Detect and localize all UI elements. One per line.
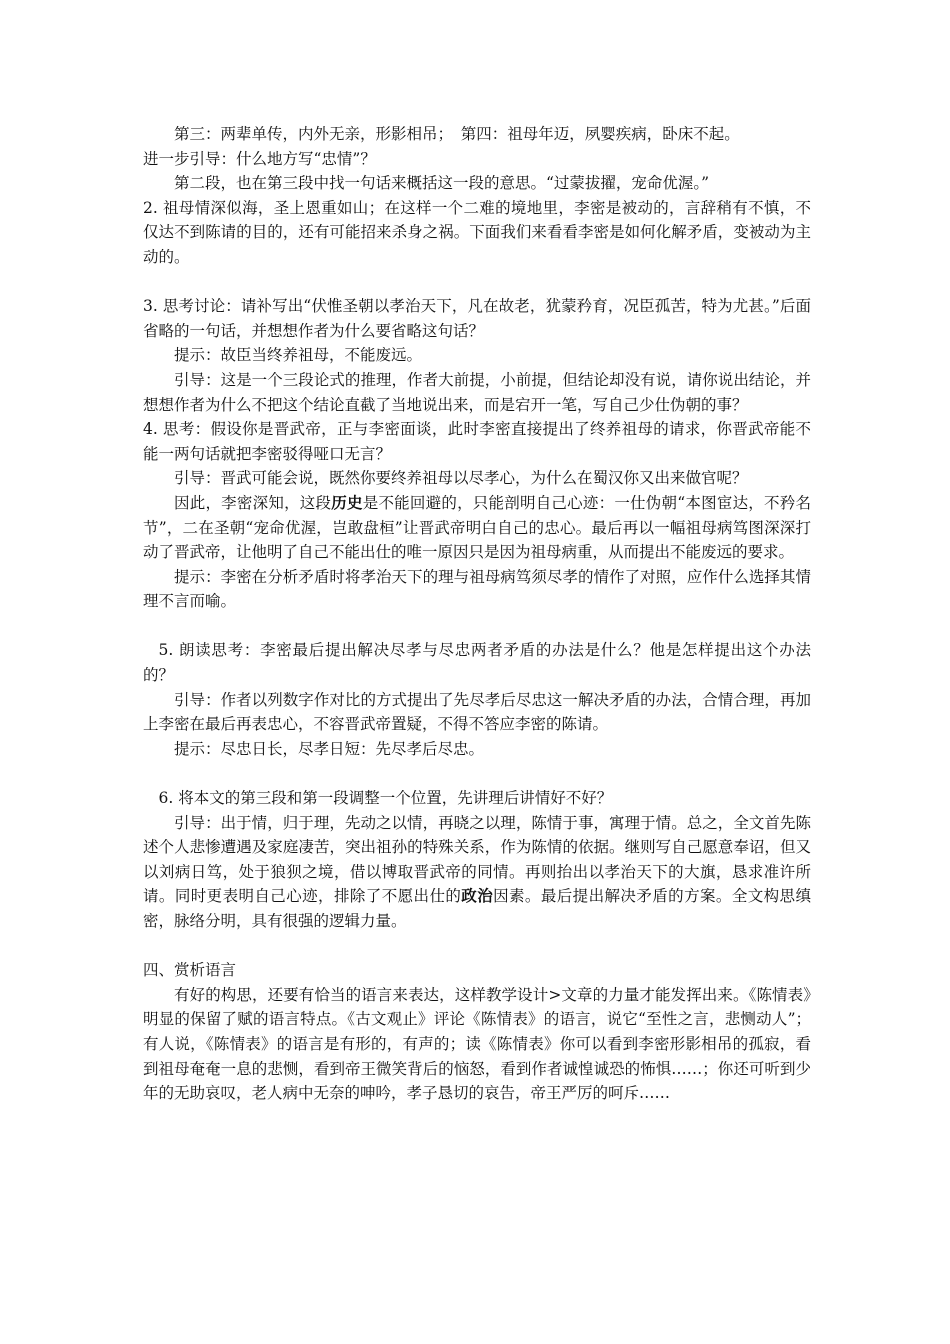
paragraph: 4. 思考：假设你是晋武帝，正与李密面谈，此时李密直接提出了终养祖母的请求，你晋武帝能不能一两句话就把李密驳得哑口无言？ xyxy=(143,420,811,463)
paragraph: 引导：这是一个三段论式的推理，作者大前提，小前提，但结论却没有说，请你说出结论，并想想作者为什么不把这个结论直截了当地说出来，而是宕开一笔，写自己少仕伪朝的事？ xyxy=(143,370,811,414)
paragraph: 引导：作者以列数字作对比的方式提出了先尽孝后尽忠这一解决矛盾的办法，合情合理，再加上李密在最后再表忠心，不容晋武帝置疑，不得不答应李密的陈请。 xyxy=(143,690,811,734)
paragraph: 提示：尽忠日长，尽孝日短：先尽孝后尽忠。 xyxy=(174,739,485,758)
blank-line xyxy=(143,934,811,959)
paragraph: 2. 祖母情深似海，圣上恩重如山；在这样一个二难的境地里，李密是被动的，言辞稍有不慎，不仅达不到陈请的目的，还有可能招来杀身之祸。下面我们来看看李密是如何化解矛盾，变被动为主动的。 xyxy=(143,198,811,266)
paragraph xyxy=(143,491,811,565)
blank-line xyxy=(143,761,811,786)
text-span: 因此，李密深知，这段 xyxy=(174,493,332,512)
paragraph xyxy=(143,811,811,934)
blank-line xyxy=(143,270,811,295)
text-span: 引导：出于情，归于理，先动之以情，再晓之以理，陈情于事，寓理于情。总之，全文首先陈述个人悲惨遭遇及家庭凄苦，突出祖孙的特殊关系，作为陈情的依据。继则写自己愿意奉诏，但又以刘病日笃，处于狼狈之境，借以博取晋武帝的同情。再则抬出以孝治天下的大旗，恳求准许所请。同时更表明自己心迹，排除了不愿出仕的 xyxy=(143,813,811,906)
bold-link-text: 历史 xyxy=(331,492,363,512)
text-span: 因素。最后提出解决矛盾的方案。全文构思缜密，脉络分明，具有很强的逻辑力量。 xyxy=(143,887,811,930)
body-text xyxy=(143,122,811,1106)
blank-line xyxy=(143,614,811,639)
paragraph: 6. 将本文的第三段和第一段调整一个位置，先讲理后讲情好不好？ xyxy=(158,789,613,808)
paragraph: 第二段，也在第三段中找一句话来概括这一段的意思。“过蒙拔擢，宠命优渥。” xyxy=(174,174,710,193)
text-span: 是不能回避的，只能剖明自己心迹：一仕伪朝“本图宦达，不矜名节”，二在圣朝“宠命优渥，岂敢盘桓”让晋武帝明白自己的忠心。最后再以一幅祖母病笃图深深打动了晋武帝，让他明了自己不能出仕的唯一原因只是因为祖母病重，从而提出不能废远的要求。 xyxy=(143,493,811,562)
paragraph: 有好的构思，还要有恰当的语言来表达，这样教学设计>文章的力量才能发挥出来。《陈情表》明显的保留了赋的语言特点。《古文观止》评论《陈情表》的语言，说它“至性之言，悲恻动人”；有人说，《陈情表》的语言是有形的，有声的；读《陈情表》你可以看到李密形影相吊的孤寂，看到祖母奄奄一息的悲恻，看到帝王微笑背后的恼怒，看到作者诚惶诚恐的怖惧……；你还可听到少年的无助哀叹，老人病中无奈的呻吟，孝子恳切的哀告，帝王严厉的呵斥…… xyxy=(143,985,811,1103)
section-heading: 四、赏析语言 xyxy=(143,961,237,980)
paragraph: 第三：两辈单传，内外无亲，形影相吊； 第四：祖母年迈，夙婴疾病，卧床不起。 xyxy=(174,125,740,143)
paragraph: 进一步引导：什么地方写“忠情”？ xyxy=(143,149,376,168)
bold-link-text: 政治 xyxy=(461,886,494,906)
paragraph: 3. 思考讨论：请补写出“伏惟圣朝以孝治天下，凡在故老，犹蒙矜育，况臣孤苦，特为尤甚。”后面省略的一句话，并想想作者为什么要省略这句话？ xyxy=(143,297,811,340)
paragraph: 提示：故臣当终养祖母，不能废远。 xyxy=(174,346,423,365)
paragraph: 5. 朗读思考：李密最后提出解决尽孝与尽忠两者矛盾的办法是什么？他是怎样提出这个办法的？ xyxy=(143,641,811,685)
paragraph: 提示：李密在分析矛盾时将孝治天下的理与祖母病笃须尽孝的情作了对照，应作什么选择其情理不言而喻。 xyxy=(143,567,811,611)
paragraph: 引导：晋武可能会说，既然你要终养祖母以尽孝心，为什么在蜀汉你又出来做官呢？ xyxy=(174,469,748,488)
